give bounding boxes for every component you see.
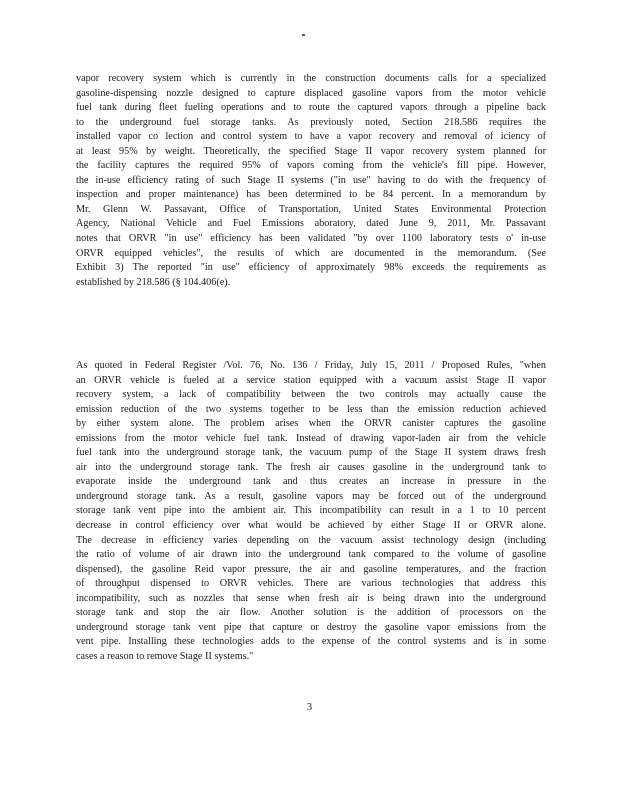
text-line: an ORVR vehicle is fueled at a service station equipped with a vacuum assist Stage II vapor	[76, 374, 546, 386]
text-line: As quoted in Federal Register /Vol. 76, No. 136 / Friday, July 15, 2011 / Proposed Rules, "when	[76, 360, 546, 371]
text-line: inspection and proper maintenance) has been determined to be 84 percent. In a memorandum by	[76, 189, 546, 201]
text-line: storage tank vent pipe into the ambient air. This incompatibility can result in a 1 to 10 percent	[76, 505, 546, 517]
text-line: Mr. Glenn W. Passavant, Office of Transportation, United States Environmental Protection	[76, 203, 546, 215]
text-line: installed vapor co lection and control system to have a vapor recovery and removal of iciency of	[76, 131, 546, 143]
text-line: Exhibit 3) The reported "in use" efficiency of approximately 98% exceeds the requirements as	[76, 262, 546, 274]
text-line: vapor recovery system which is currently in the construction documents calls for a specialized	[76, 73, 546, 84]
text-line: the facility captures the required 95% of vapors coming from the vehicle's fill pipe. However,	[76, 160, 546, 172]
text-line: notes that ORVR "in use" efficiency has been validated "by over 1100 laboratory tests o' in-use	[76, 233, 546, 245]
text-line: by either system alone. The problem arises when the ORVR canister captures the gasoline	[76, 418, 546, 430]
text-line: fuel tank during fleet fueling operations and to route the captured vapors through a pipeline back	[76, 102, 546, 114]
text-line: of throughput dispensed to ORVR vehicles. There are various technologies that address this	[76, 578, 546, 590]
paragraph-vapor-recovery	[76, 72, 546, 290]
text-line: storage tank and stop the air flow. Another solution is the addition of processors on the	[76, 607, 546, 619]
text-line: Agency, National Vehicle and Fuel Emissions aboratory, dated June 9, 2011, Mr. Passavant	[76, 218, 546, 230]
page-number: 3	[306, 702, 313, 713]
text-line: underground storage tank. As a result, gasoline vapors may be forced out of the underground	[76, 490, 546, 502]
text-line: vent pipe. Installing these technologies adds to the expense of the control systems and is in some	[76, 636, 546, 648]
text-line: the in-use efficiency rating of such Stage II systems ("in use" having to do with the frequency of	[76, 174, 546, 186]
text-line: ORVR equipped vehicles", the results of which are documented in the memorandum. (See	[76, 247, 546, 259]
text-line: The decrease in efficiency varies depending on the vacuum assist technology design (including	[76, 534, 546, 546]
text-line: emissions from the motor vehicle fuel tank. Instead of drawing vapor-laden air from the vehicle	[76, 432, 546, 444]
paragraph-federal-register-quote	[76, 359, 546, 664]
text-line: emission reduction of the two systems together to be less than the emission reduction achieved	[76, 403, 546, 415]
scan-mark	[302, 34, 305, 36]
text-line: cases a reason to remove Stage II systems."	[76, 650, 254, 662]
text-line: to the underground fuel storage tanks. As previously noted, Section 218.586 requires the	[76, 116, 546, 128]
text-line: decrease in control efficiency over what would be achieved by either Stage II or ORVR alone.	[76, 520, 546, 532]
text-line: evaporate inside the underground tank and thus creates an increase in pressure in the	[76, 476, 546, 488]
text-line: underground storage tank vent pipe that capture or destroy the gasoline vapor emissions from the	[76, 621, 546, 633]
text-line: established by 218.586 (§ 104.406(e).	[76, 276, 231, 288]
text-line: recovery system, a lack of compatibility between the two controls may actually cause the	[76, 389, 546, 401]
text-line: dispensed), the gasoline Reid vapor pressure, the air and gasoline temperatures, and the fraction	[76, 563, 546, 575]
text-line: fuel tank into the underground storage tank, the vacuum pump of the Stage II system draws fresh	[76, 447, 546, 459]
text-line: air into the underground storage tank. The fresh air causes gasoline in the underground tank to	[76, 461, 546, 473]
text-line: at least 95% by weight. Theoretically, the specified Stage II vapor recovery system planned for	[76, 145, 546, 157]
text-line: incompatibility, such as nozzles that sense when fresh air is being drawn into the underground	[76, 592, 546, 604]
text-line: gasoline-dispensing nozzle designed to capture displaced gasoline vapors from the motor vehicle	[76, 87, 546, 99]
text-line: the ratio of volume of air drawn into the underground tank compared to the volume of gasoline	[76, 549, 546, 561]
